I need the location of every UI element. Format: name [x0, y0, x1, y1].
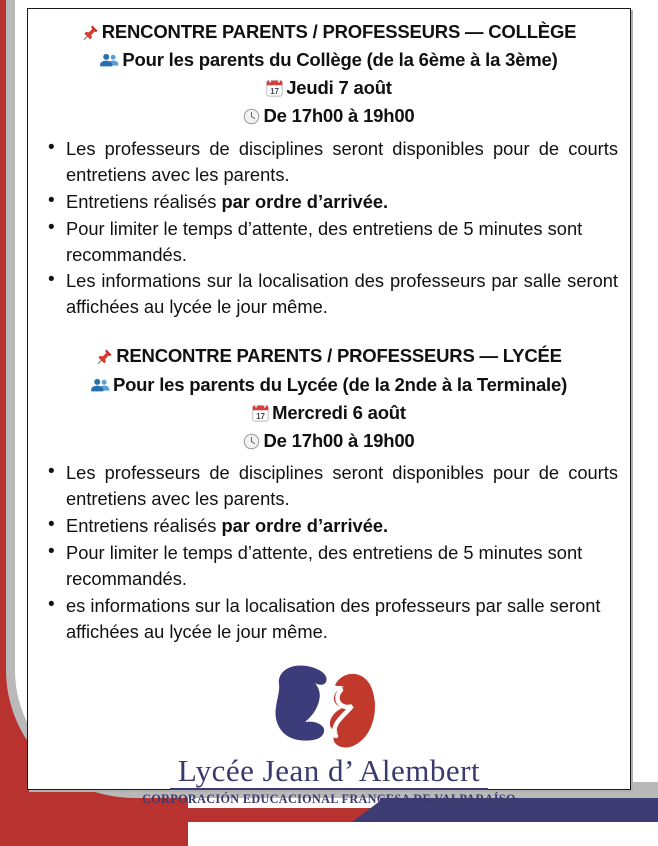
svg-text:17: 17: [270, 87, 280, 97]
lycee-time-line: [40, 428, 618, 456]
two-facing-profiles-french-flag-logo: [249, 661, 409, 757]
lycee-bullet-list: [40, 460, 618, 645]
bullet-text: Entretiens réalisés: [66, 190, 222, 212]
college-audience-line: [40, 47, 618, 75]
decorative-red-bottom-bar: [0, 808, 392, 822]
list-item: [40, 540, 618, 592]
clock-icon: [243, 106, 260, 131]
college-title-line: [40, 19, 618, 47]
lycee-title: RENCONTRE PARENTS / PROFESSEURS — LYCÉE: [116, 345, 562, 367]
school-logo: [40, 661, 618, 807]
list-item: [40, 268, 618, 320]
lycee-date: Mercredi 6 août: [272, 401, 406, 423]
pushpin-icon: [82, 22, 99, 47]
college-audience: Pour les parents du Collège (de la 6ème à la 3ème): [122, 49, 558, 71]
pushpin-icon: [96, 346, 113, 371]
calendar-icon: [266, 78, 283, 103]
bullet-text: Pour limiter le temps d’attente, des entretiens de 5 minutes sont recommandés.: [66, 217, 583, 265]
busts-in-silhouette-icon: [100, 50, 119, 75]
bullet-text: Les professeurs de disciplines seront disponibles pour de courts entretiens avec les parents.: [66, 462, 618, 509]
logo-school-name: Lycée Jean d’ Alembert: [177, 752, 481, 788]
content-card: [27, 8, 631, 806]
lycee-title-line: [40, 343, 618, 371]
bullet-text: Les informations sur la localisation des professeurs par salle seront affichées au lycée le jour même.: [66, 270, 618, 318]
logo-tagline: CORPORACIÓN EDUCACIONAL FRANCESA DE VALPARAÍSO: [142, 791, 516, 806]
logo-divider: [170, 788, 488, 790]
college-bullet-list: [40, 136, 618, 321]
list-item: [40, 593, 618, 645]
list-item: [40, 136, 618, 188]
bullet-text-bold: par ordre d’arrivée.: [221, 190, 389, 212]
bullet-text: es informations sur la localisation des professeurs par salle seront affichées au lycée le jour même.: [66, 594, 601, 642]
bullet-text: Pour limiter le temps d’attente, des entretiens de 5 minutes sont recommandés.: [66, 541, 583, 589]
lycee-time: De 17h00 à 19h00: [263, 429, 415, 451]
calendar-icon: [252, 403, 269, 428]
list-item: [40, 513, 618, 539]
svg-text:17: 17: [256, 411, 265, 421]
lycee-audience-line: [40, 372, 618, 400]
list-item: [40, 216, 618, 268]
college-title: RENCONTRE PARENTS / PROFESSEURS — COLLÈGE: [101, 21, 577, 42]
college-time-line: [40, 103, 618, 131]
college-date: Jeudi 7 août: [286, 77, 392, 99]
section-spacer: [40, 321, 618, 343]
bullet-text-bold: par ordre d’arrivée.: [221, 514, 389, 536]
list-item: [40, 460, 618, 512]
clock-icon: [243, 431, 260, 456]
bullet-text: Les professeurs de disciplines seront disponibles pour de courts entretiens avec les parents.: [66, 137, 618, 185]
section-lycee: [40, 343, 618, 644]
lycee-audience: Pour les parents du Lycée (de la 2nde à la Terminale): [112, 373, 568, 395]
busts-in-silhouette-icon: [91, 375, 110, 400]
list-item: [40, 189, 618, 215]
college-date-line: [40, 75, 618, 103]
college-time: De 17h00 à 19h00: [263, 105, 415, 127]
section-college: [40, 19, 618, 320]
lycee-date-line: [40, 400, 618, 428]
bullet-text: Entretiens réalisés: [66, 514, 222, 536]
